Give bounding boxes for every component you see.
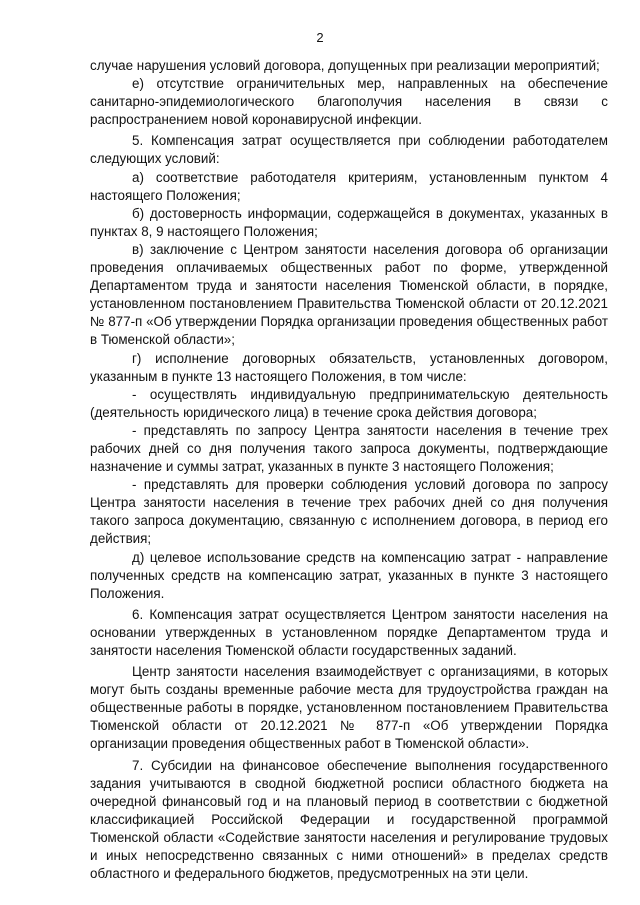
page-number: 2	[316, 30, 324, 45]
paragraph-item-d: д) целевое использование средств на компенсацию затрат - направление полученных средств на компенсацию затрат, указанных в пункте 3 настоящего Положения.	[90, 549, 608, 601]
paragraph-item-e: е) отсутствие ограничительных мер, направленных на обеспечение санитарно-эпидемиологического благополучия населения в связи с распространением новой коронавирусной инфекции.	[90, 76, 608, 128]
paragraph-item-a: а) соответствие работодателя критериям, установленным пунктом 4 настоящего Положения;	[90, 169, 608, 203]
paragraph-dash-2: - представлять по запросу Центра занятости населения в течение трех рабочих дней со дня получения такого запроса документы, подтверждающие назначение и суммы затрат, указанных в пункте 3 настоящего Положения;	[90, 422, 608, 475]
paragraph-dash-1: - осуществлять индивидуальную предпринимательскую деятельность (деятельность юридического лица) в течение срока действия договора;	[90, 386, 608, 420]
paragraph-dash-3: - представлять для проверки соблюдения условий договора по запросу Центра занятости населения в течение трех рабочих дней со дня получения такого запроса документацию, связанную с исполнением договора, в период его действия;	[90, 477, 608, 547]
paragraph-clause-6: 6. Компенсация затрат осуществляется Центром занятости населения на основании утвержденных в установленном порядке Департаментом труда и занятости населения Тюменской области государственных заданий.	[90, 606, 608, 658]
paragraph-item-g: г) исполнение договорных обязательств, установленных договором, указанным в пункте 13 настоящего Положения, в том числе:	[90, 350, 608, 384]
paragraph-clause-7: 7. Субсидии на финансовое обеспечение выполнения государственного задания учитываются в сводной бюджетной росписи областного бюджета на очередной финансовый год и на плановый период в соответствии с бюджетной классификацией Российской Федерации и государственной программой Тюменской области «Содействие занятости населения и регулирование трудовых и иных непосредственно связанных с ними отношений» в пределах средств областного и федерального бюджетов, предусмотренных на эти цели.	[90, 757, 608, 882]
paragraph-clause-6-cont: Центр занятости населения взаимодействует с организациями, в которых могут быть созданы временные рабочие места для трудоустройства граждан на общественные работы в порядке, установленном постановлением Правительства Тюменской области от 20.12.2021 № 877-п «Об утверждении Порядка организации проведения общественных работ в Тюменской области».	[90, 664, 608, 752]
paragraph-item-b: б) достоверность информации, содержащейся в документах, указанных в пунктах 8, 9 настоящего Положения;	[90, 205, 608, 239]
paragraph-item-v: в) заключение с Центром занятости населения договора об организации проведения оплачиваемых общественных работ по форме, утвержденной Департаментом труда и занятости населения Тюменской области, в порядке, установленном постановлением Правительства Тюменской области от 20.12.2021 № 877-п «Об утверждении Порядка организации проведения общественных работ в Тюменской области»;	[90, 241, 608, 348]
document-body	[90, 57, 608, 883]
paragraph-clause-5: 5. Компенсация затрат осуществляется при соблюдении работодателем следующих условий:	[90, 133, 608, 167]
paragraph-continuation: случае нарушения условий договора, допущенных при реализации мероприятий;	[90, 58, 600, 73]
